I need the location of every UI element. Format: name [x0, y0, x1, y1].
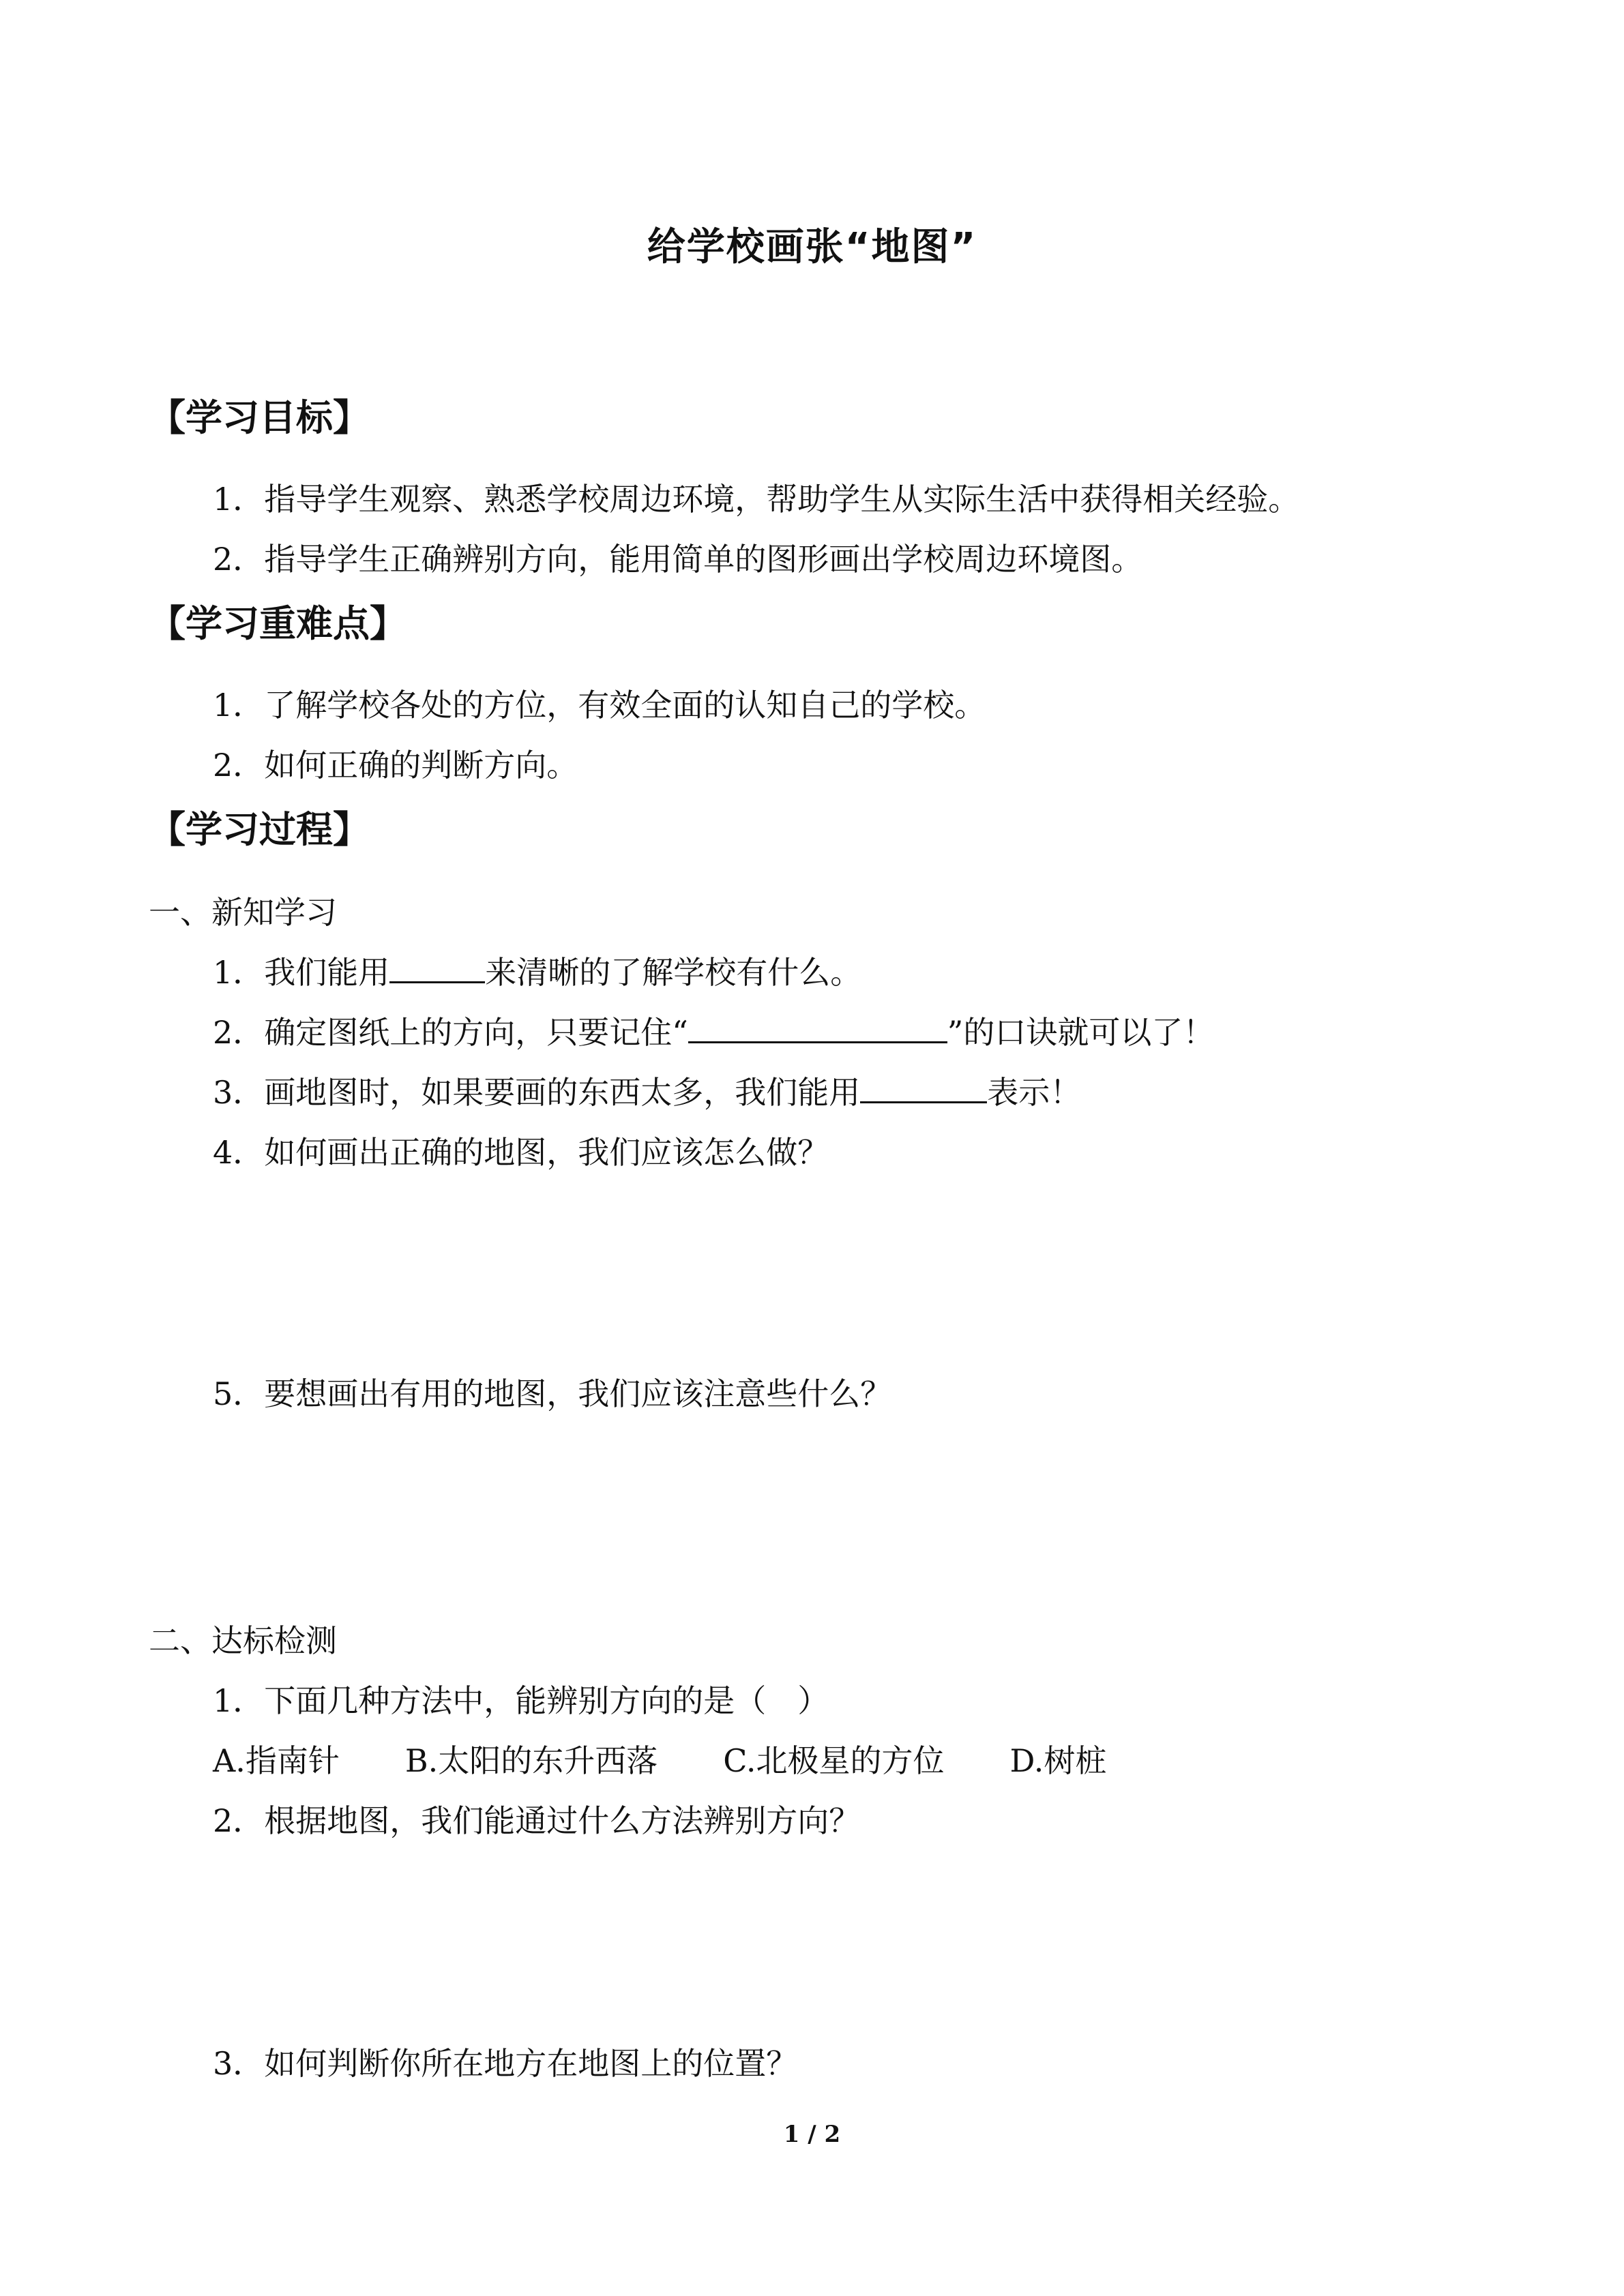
part2-question-3: 3．如何判断你所在地方在地图上的位置？ — [213, 2045, 798, 2082]
part1-question-5: 5．要想画出有用的地图，我们应该注意些什么？ — [213, 1375, 892, 1412]
section-heading-keypoints: 【学习重难点】 — [149, 602, 407, 645]
section-heading-goals: 【学习目标】 — [149, 396, 370, 439]
part1-question-4: 4．如何画出正确的地图，我们应该怎么做？ — [213, 1134, 829, 1171]
q2-text-after: ”的口诀就可以了！ — [947, 1014, 1215, 1051]
q1-text-after: 来清晰的了解学校有什么。 — [485, 954, 862, 991]
q3-text-before: 3．画地图时，如果要画的东西太多，我们能用 — [213, 1074, 861, 1111]
page-title: 给学校画张“地图” — [647, 225, 977, 269]
answer-options — [213, 1736, 1172, 1781]
page-number: 1 / 2 — [783, 2121, 841, 2148]
part2-question-1: 1．下面几种方法中，能辨别方向的是（ ） — [213, 1682, 829, 1719]
option-b[interactable]: B.太阳的东升西落 — [404, 1742, 658, 1779]
part1-question-1 — [213, 948, 861, 993]
option-d[interactable]: D.树桩 — [1009, 1742, 1107, 1779]
fill-blank-3[interactable] — [860, 1074, 987, 1103]
goal-item-1: 1．指导学生观察、熟悉学校周边环境，帮助学生从实际生活中获得相关经验。 — [213, 481, 1300, 518]
q1-text-before: 1．我们能用 — [213, 954, 390, 991]
part2-question-2: 2．根据地图，我们能通过什么方法辨别方向？ — [213, 1802, 861, 1839]
q2-text-before: 2．确定图纸上的方向，只要记住“ — [213, 1014, 688, 1051]
keypoint-item-1: 1．了解学校各处的方位，有效全面的认知自己的学校。 — [213, 687, 986, 724]
keypoint-item-2: 2．如何正确的判断方向。 — [213, 747, 578, 784]
section-heading-process: 【学习过程】 — [149, 808, 370, 851]
part1-question-2 — [213, 1008, 1214, 1053]
goal-item-2: 2．指导学生正确辨别方向，能用简单的图形画出学校周边环境图。 — [213, 541, 1143, 578]
fill-blank-1[interactable] — [389, 954, 485, 983]
fill-blank-2[interactable] — [688, 1014, 947, 1043]
q3-text-after: 表示！ — [987, 1074, 1082, 1111]
option-c[interactable]: C.北极星的方位 — [723, 1742, 945, 1779]
part1-label: 一、新知学习 — [149, 894, 337, 931]
part2-label: 二、达标检测 — [149, 1622, 337, 1659]
option-a[interactable]: A.指南针 — [213, 1742, 340, 1779]
part1-question-3 — [213, 1068, 1081, 1113]
